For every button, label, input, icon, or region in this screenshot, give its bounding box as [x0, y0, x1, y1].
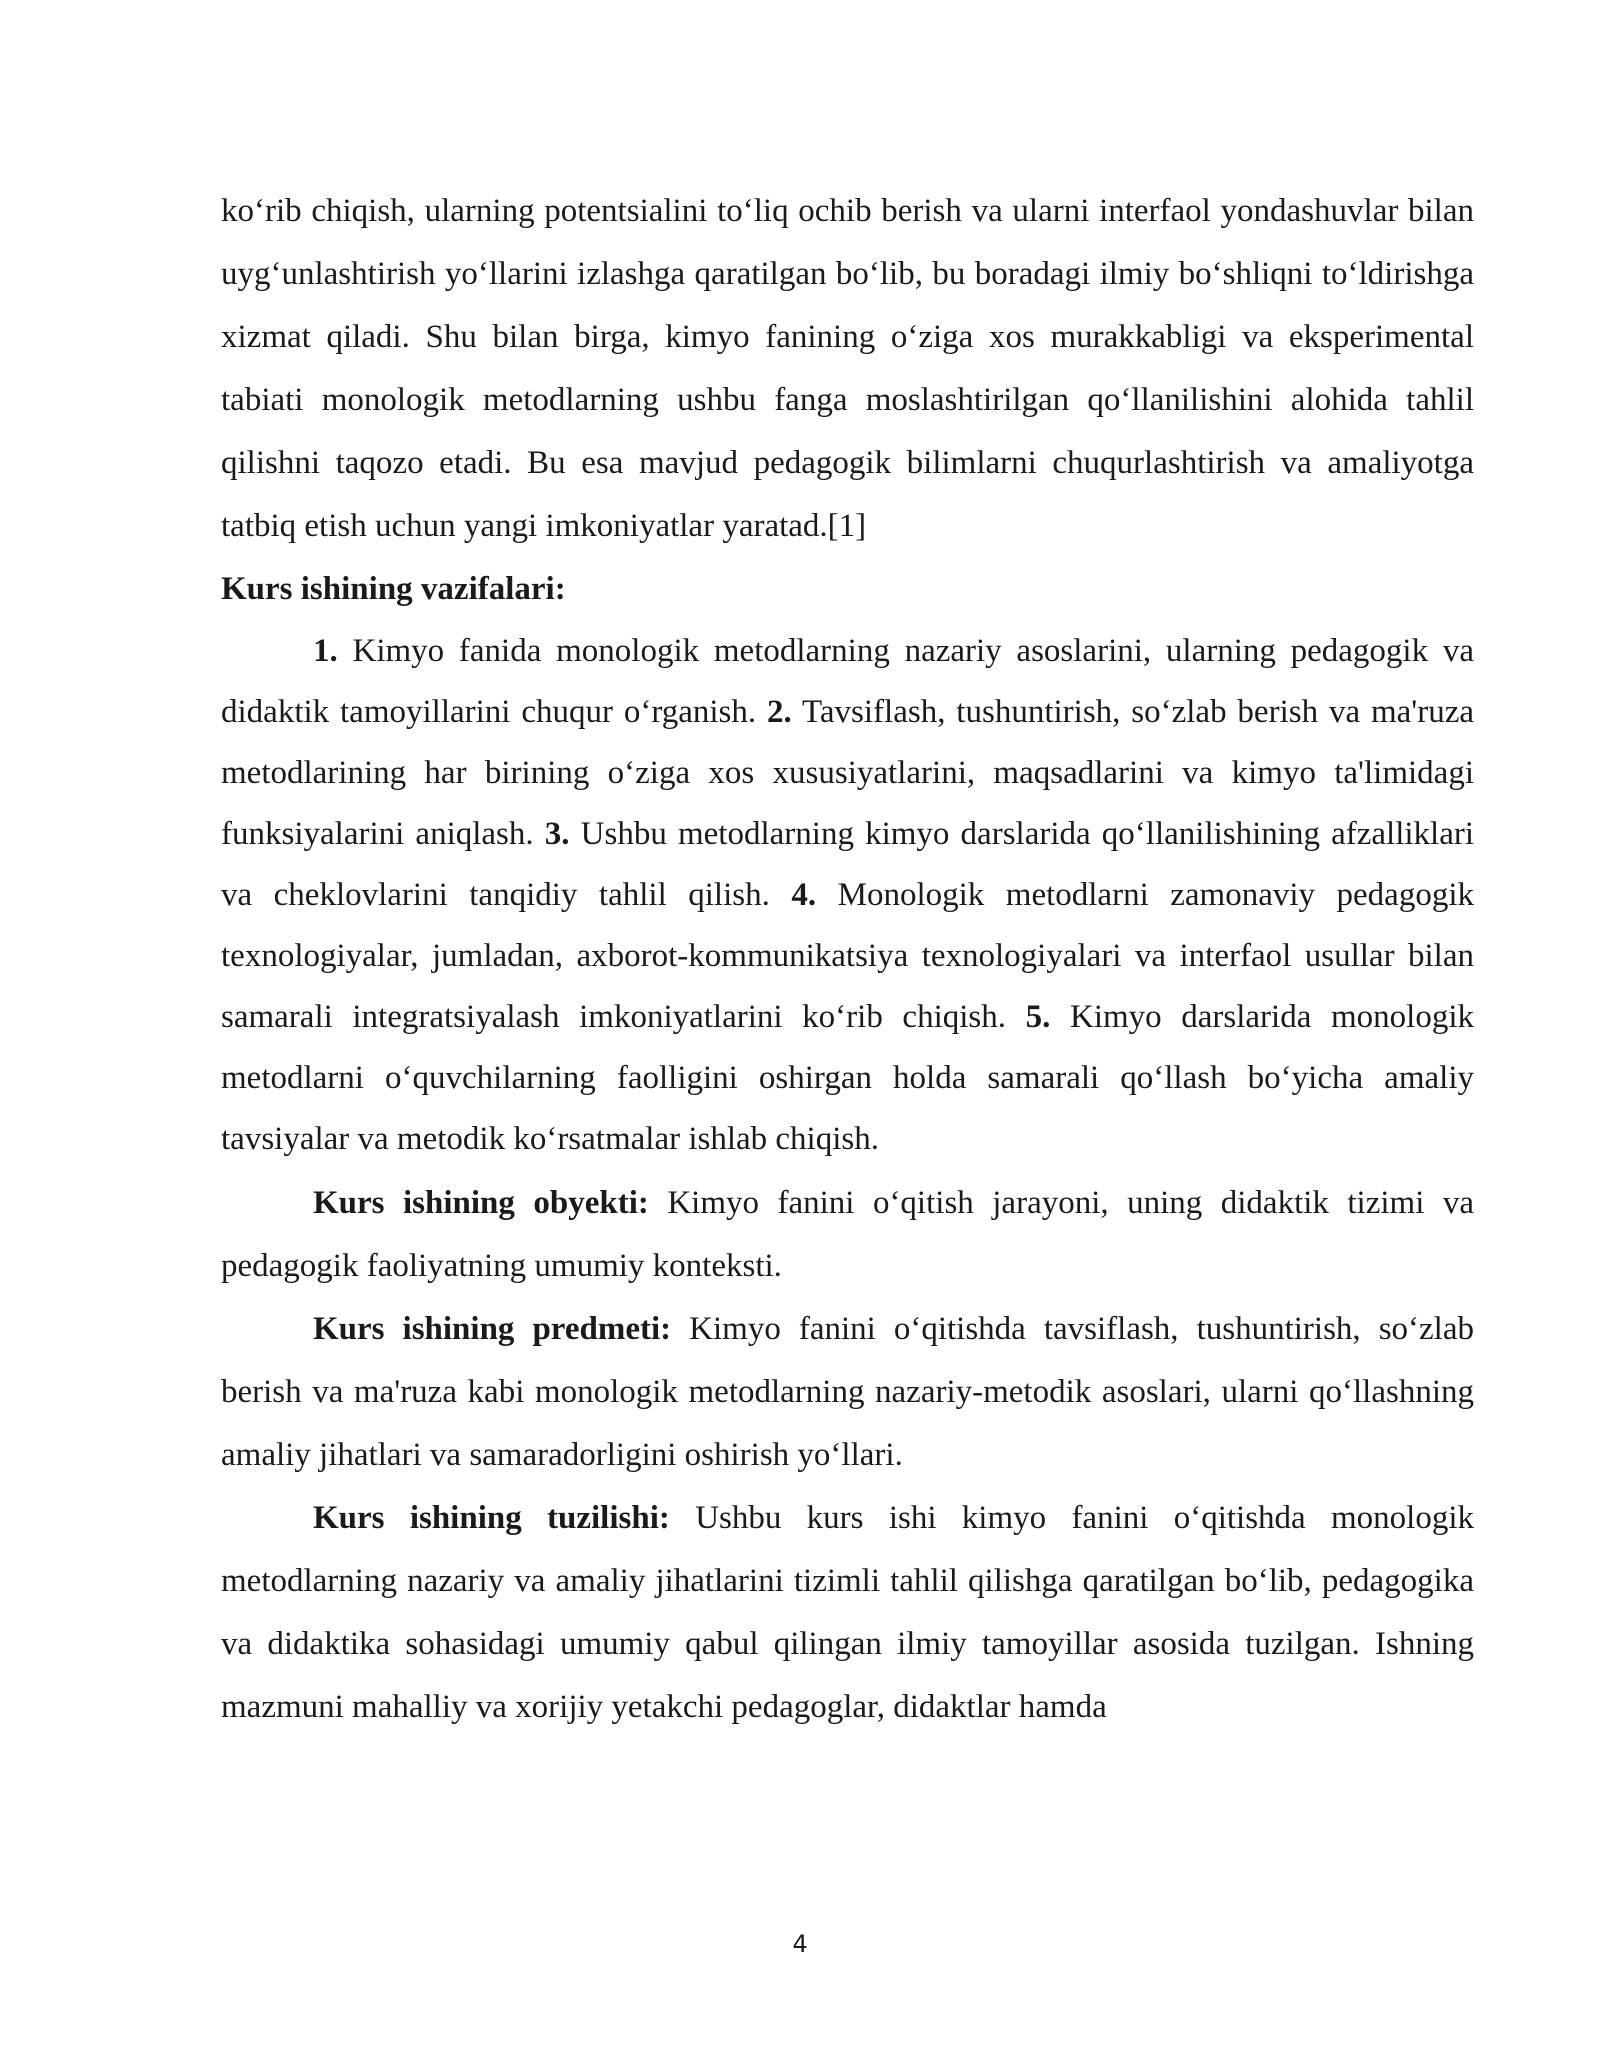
- task-1-number: 1.: [313, 633, 338, 669]
- page-number: 4: [792, 1930, 808, 1958]
- task-1-text: Kimyo fanida monologik metodlarning nazariy asoslarini, ularning pedagogik va didaktik tamoyillarini chuqur o‘rganish.: [221, 633, 1474, 730]
- tasks-heading: Kurs ishining vazifalari:: [221, 571, 566, 607]
- subject-paragraph: [221, 1298, 1474, 1487]
- document-page: [221, 180, 1474, 1739]
- structure-paragraph: [221, 1487, 1474, 1739]
- object-paragraph: [221, 1172, 1474, 1298]
- structure-text: Ushbu kurs ishi kimyo fanini o‘qitishda monologik metodlarning nazariy va amaliy jihatlarini tizimli tahlil qilishga qaratilgan bo‘lib, pedagogika va didaktika sohasidagi umumiy qabul qilingan ilmiy tamoyillar asosida tuzilgan. Ishning mazmuni mahalliy va xorijiy yetakchi pedagoglar, didaktlar hamda: [221, 1500, 1475, 1725]
- task-4-text: Monologik metodlarni zamonaviy pedagogik texnologiyalar, jumladan, axborot-kommunikatsiya texnologiyalari va interfaol usullar bilan samarali integratsiyalash imkoniyatlarini ko‘rib chiqish.: [221, 877, 1474, 1035]
- task-4-number: 4.: [791, 877, 817, 913]
- object-text: Kimyo fanini o‘qitish jarayoni, uning didaktik tizimi va pedagogik faoliyatning umumiy konteksti.: [221, 1185, 1474, 1284]
- task-3-number: 3.: [544, 816, 570, 852]
- object-label: Kurs ishining obyekti:: [313, 1185, 649, 1221]
- subject-label: Kurs ishining predmeti:: [313, 1311, 672, 1347]
- task-5-number: 5.: [1025, 999, 1051, 1035]
- task-2-text: Tavsiflash, tushuntirish, so‘zlab berish va ma'ruza metodlarining har birining o‘ziga xos xususiyatlarini, maqsadlarini va kimyo ta'limidagi funksiyalarini aniqlash.: [221, 694, 1475, 852]
- task-5-text: Kimyo darslarida monologik metodlarni o‘quvchilarning faolligini oshirgan holda samarali qo‘llash bo‘yicha amaliy tavsiyalar va metodik ko‘rsatmalar ishlab chiqish.: [221, 999, 1474, 1157]
- subject-text: Kimyo fanini o‘qitishda tavsiflash, tushuntirish, so‘zlab berish va ma'ruza kabi monologik metodlarning nazariy-metodik asoslari, ularni qo‘llashning amaliy jihatlari va samaradorligini oshirish yo‘llari.: [221, 1311, 1474, 1473]
- structure-label: Kurs ishining tuzilishi:: [313, 1500, 670, 1536]
- intro-paragraph: ko‘rib chiqish, ularning potentsialini to‘liq ochib berish va ularni interfaol yondashuvlar bilan uyg‘unlashtirish yo‘llarini izlashga qaratilgan bo‘lib, bu boradagi ilmiy bo‘shliqni to‘ldirishga xizmat qiladi. Shu bilan birga, kimyo fanining o‘ziga xos murakkabligi va eksperimental tabiati monologik metodlarning ushbu fanga moslashtirilgan qo‘llanilishini alohida tahlil qilishni taqozo etadi. Bu esa mavjud pedagogik bilimlarni chuqurlashtirish va amaliyotga tatbiq etish uchun yangi imkoniyatlar yaratad.[1]: [221, 193, 1474, 544]
- task-2-number: 2.: [767, 694, 792, 730]
- tasks-paragraph: [221, 621, 1474, 1170]
- task-3-text: Ushbu metodlarning kimyo darslarida qo‘llanilishining afzalliklari va cheklovlarini tanqidiy tahlil qilish.: [221, 816, 1474, 913]
